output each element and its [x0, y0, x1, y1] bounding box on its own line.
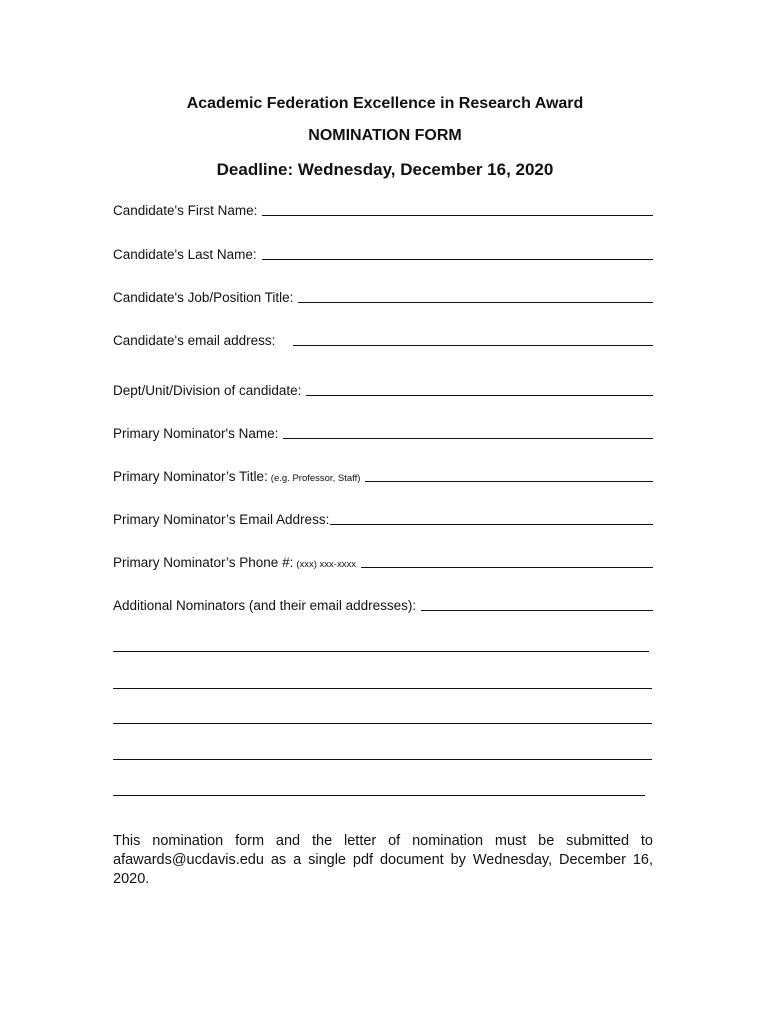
- nominator-phone-hint: (xxx) xxx-xxxx: [296, 559, 356, 570]
- nominator-phone-input-line[interactable]: [361, 566, 653, 568]
- additional-nominators-input-line[interactable]: [421, 609, 653, 611]
- dept-input-line[interactable]: [306, 394, 653, 396]
- first-name-field: [113, 203, 653, 218]
- nominator-title-hint: (e.g. Professor, Staff): [270, 473, 361, 484]
- nominator-title-label: Primary Nominator’s Title:: [113, 469, 268, 484]
- job-title-input-line[interactable]: [298, 301, 653, 303]
- last-name-label: Candidate's Last Name:: [113, 247, 257, 262]
- email-label: Candidate's email address:: [113, 333, 276, 348]
- first-name-input-line[interactable]: [262, 214, 653, 216]
- additional-nominators-line-3[interactable]: [113, 723, 652, 724]
- nominator-name-field: [113, 426, 653, 441]
- nominator-email-input-line[interactable]: [330, 523, 653, 525]
- nominator-name-input-line[interactable]: [283, 437, 653, 439]
- nominator-title-input-line[interactable]: [365, 480, 653, 482]
- submission-instructions: This nomination form and the letter of nomination must be submitted to afawards@ucdavis.edu as a single pdf document by Wednesday, December 16, 2020.: [113, 833, 653, 887]
- additional-nominators-label: Additional Nominators (and their email addresses):: [113, 598, 417, 613]
- additional-nominators-line-4[interactable]: [113, 759, 652, 760]
- additional-nominators-line-1[interactable]: [113, 651, 649, 652]
- job-title-field: [113, 290, 653, 305]
- nominator-email-label: Primary Nominator’s Email Address:: [113, 512, 330, 527]
- last-name-field: [113, 247, 653, 262]
- additional-nominators-line-5[interactable]: [113, 795, 645, 796]
- deadline-heading: Deadline: Wednesday, December 16, 2020: [216, 160, 554, 179]
- additional-nominators-line-2[interactable]: [113, 688, 652, 689]
- form-title: Academic Federation Excellence in Research Award: [186, 95, 584, 112]
- email-input-line[interactable]: [293, 344, 653, 346]
- nominator-title-field: [113, 469, 653, 484]
- dept-label: Dept/Unit/Division of candidate:: [113, 383, 302, 398]
- additional-nominators-field: [113, 598, 653, 613]
- nominator-name-label: Primary Nominator's Name:: [113, 426, 279, 441]
- first-name-label: Candidate's First Name:: [113, 203, 258, 218]
- nominator-phone-field: [113, 555, 653, 570]
- email-field: [113, 333, 653, 348]
- nominator-email-field: [113, 512, 653, 527]
- dept-field: [113, 383, 653, 398]
- nominator-phone-label: Primary Nominator’s Phone #:: [113, 555, 294, 570]
- form-subtitle: NOMINATION FORM: [308, 127, 462, 144]
- last-name-input-line[interactable]: [262, 258, 653, 260]
- job-title-label: Candidate's Job/Position Title:: [113, 290, 294, 305]
